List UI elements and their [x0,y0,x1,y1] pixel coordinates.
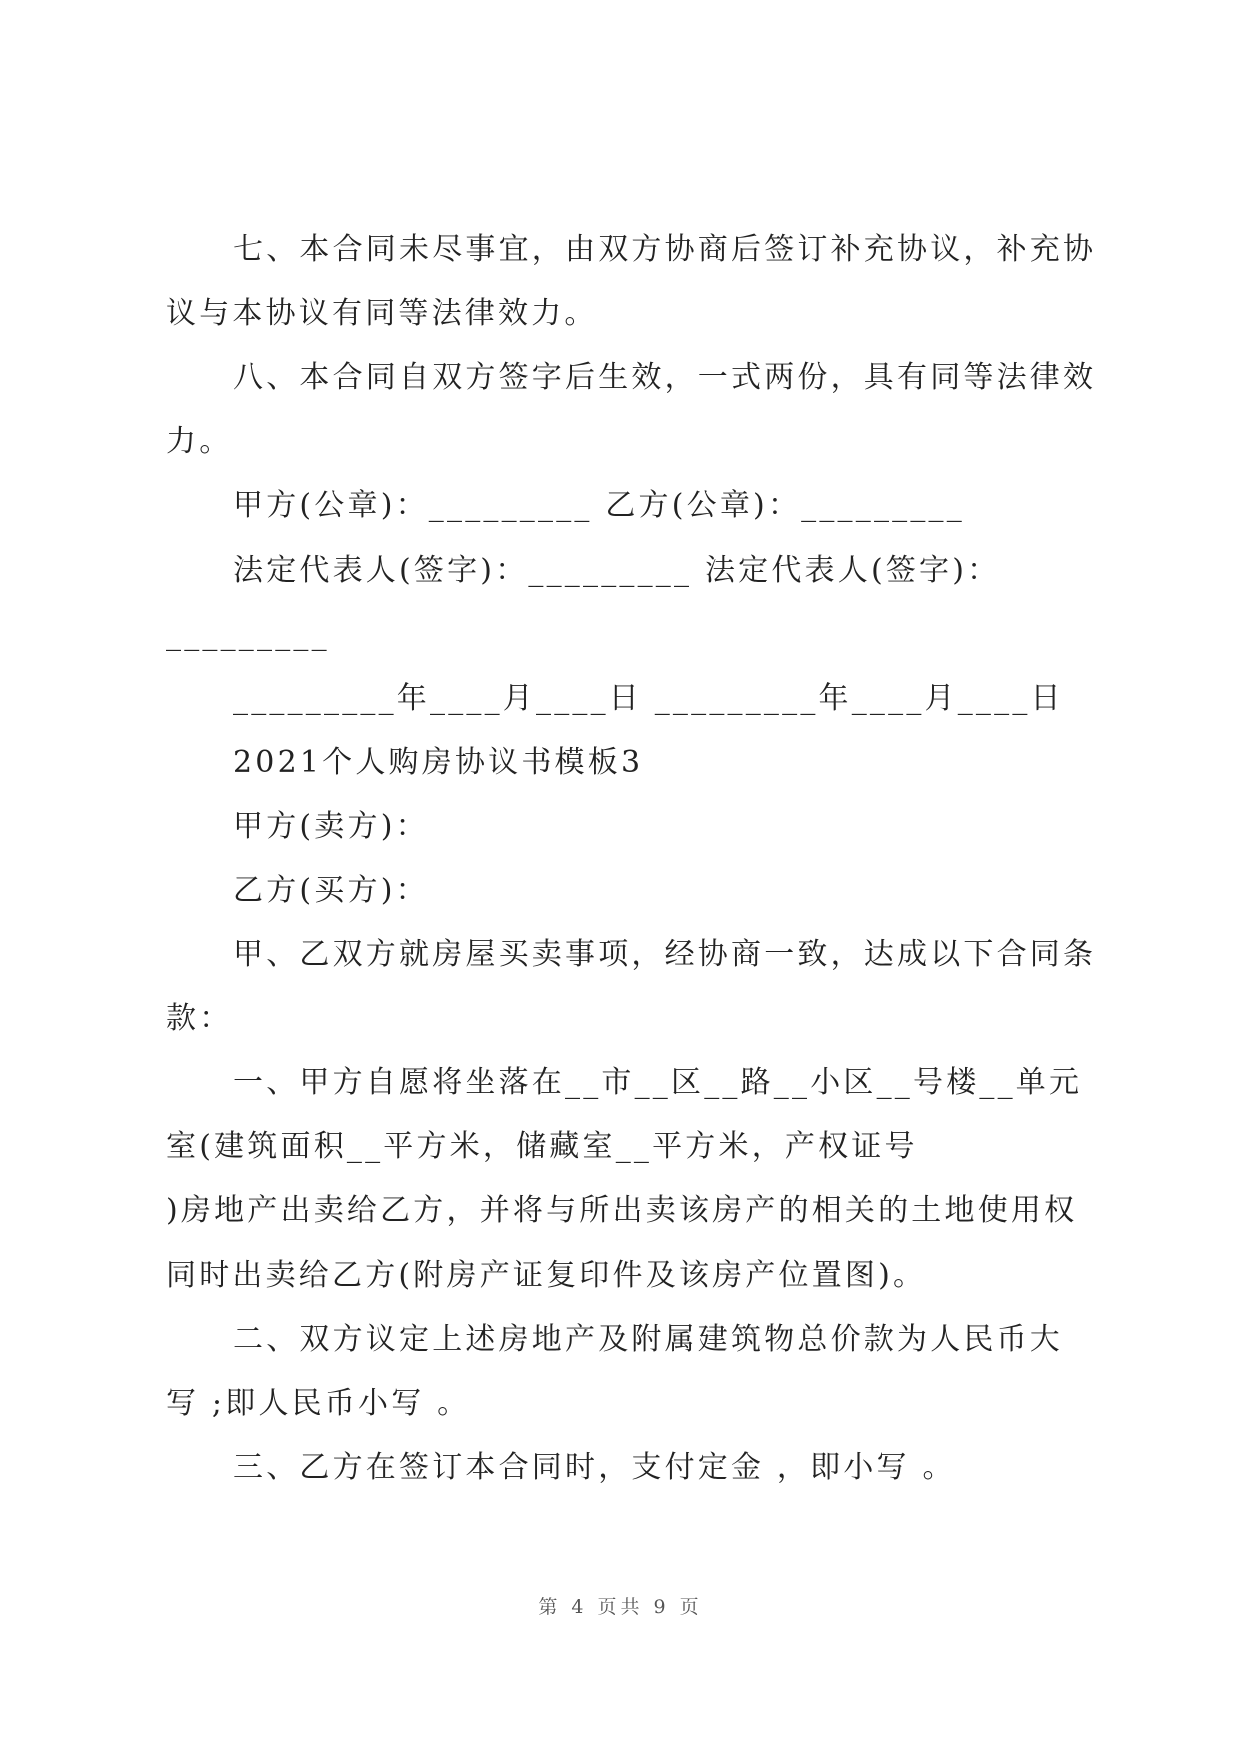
clause-1-line-4: 同时出卖给乙方(附房产证复印件及该房产位置图)。 [166,1258,927,1293]
party-a-seller: 甲方(卖方)： [233,809,429,844]
signature-line: 法定代表人(签字)：_________ 法定代表人(签字)： [233,553,1001,588]
clause-8-line-1: 八、本合同自双方签字后生效，一式两份，具有同等法律效 [233,360,1097,395]
clause-8-line-2: 力。 [166,424,233,459]
template-title: 2021个人购房协议书模板3 [233,745,644,780]
clause-1-line-1: 一、甲方自愿将坐落在__市__区__路__小区__号楼__单元 [233,1065,1083,1100]
clause-2-line-1: 二、双方议定上述房地产及附属建筑物总价款为人民币大 [233,1322,1063,1357]
intro-line-2: 款： [166,1001,233,1036]
clause-7-line-1: 七、本合同未尽事宜，由双方协商后签订补充协议，补充协 [233,232,1097,267]
clause-3-line-1: 三、乙方在签订本合同时，支付定金 ，即小写 。 [233,1450,956,1485]
clause-1-line-2: 室(建筑面积__平方米，储藏室__平方米，产权证号 [166,1129,918,1164]
intro-line-1: 甲、乙双方就房屋买卖事项，经协商一致，达成以下合同条 [233,937,1097,972]
clause-7-line-2: 议与本协议有同等法律效力。 [166,296,598,331]
date-line: _________年____月____日 _________年____月____日 [233,681,1064,716]
signature-blank: _________ [166,617,330,652]
seal-line: 甲方(公章)：_________ 乙方(公章)：_________ [233,488,965,523]
page-number: 第 4 页共 9 页 [538,1596,703,1618]
clause-1-line-3: )房地产出卖给乙方，并将与所出卖该房产的相关的土地使用权 [166,1193,1078,1228]
clause-2-line-2: 写 ;即人民币小写 。 [166,1386,471,1421]
party-b-buyer: 乙方(买方)： [233,873,429,908]
